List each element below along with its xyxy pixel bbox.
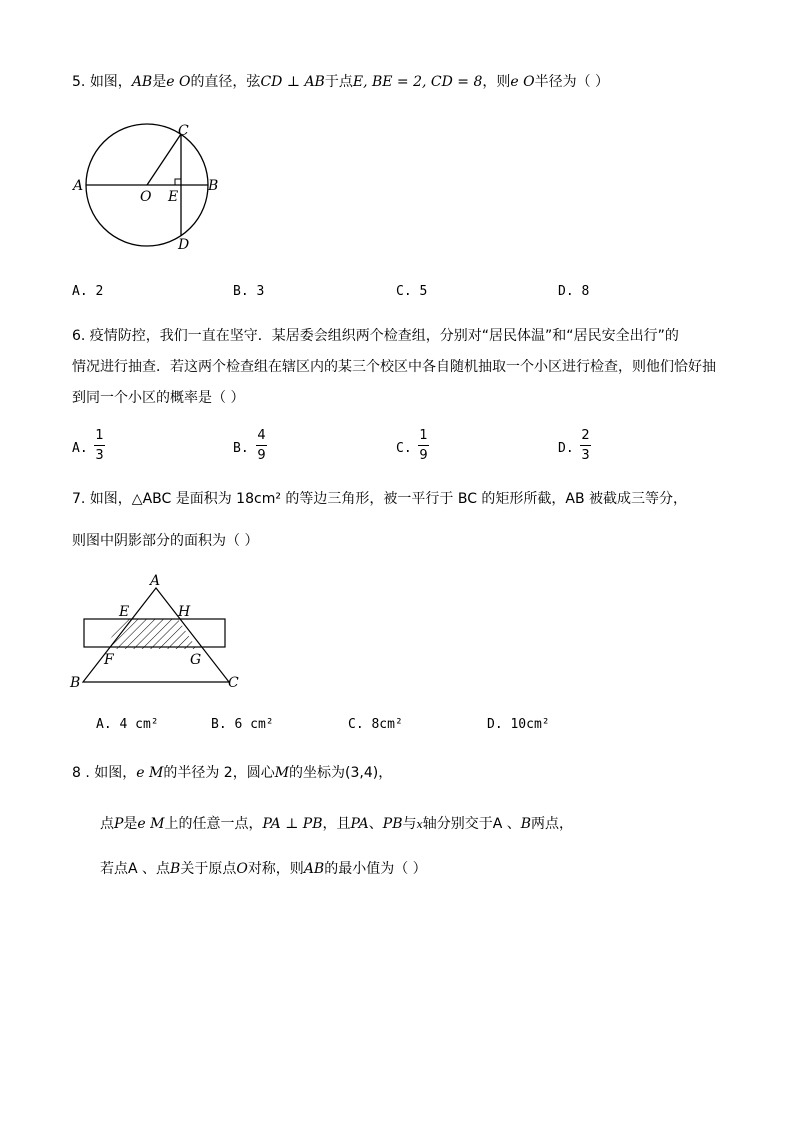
q8-text: 的最小值为（ ）: [324, 861, 427, 877]
q8-circle-m: e M: [137, 816, 165, 832]
q8-text: 两点，: [531, 816, 574, 832]
q7-option-d[interactable]: D. 10cm²: [487, 717, 550, 732]
label-b: B: [70, 675, 81, 691]
q8-p: P: [114, 816, 124, 832]
fraction-bar: [94, 445, 105, 446]
q6-stem-line-2: 情况进行抽查．若这两个检查组在辖区内的某三个校区中各自随机抽取一个小区进行检查，则他们恰好抽: [72, 359, 716, 375]
q5-option-d[interactable]: D. 8: [558, 284, 590, 299]
q6-option-d-letter[interactable]: D.: [558, 441, 574, 456]
q8-b: B: [520, 816, 532, 832]
fraction-bar: [256, 445, 267, 446]
q6-option-c-letter[interactable]: C.: [396, 441, 412, 456]
q8-o: O: [236, 861, 248, 877]
q5-circle-figure: [68, 120, 228, 260]
q5-text: 如图，: [89, 74, 132, 90]
q7-option-a[interactable]: A. 4 cm²: [96, 717, 159, 732]
q5-circle-o: e O: [166, 74, 191, 90]
denominator: 9: [257, 448, 266, 463]
q6-option-a-letter[interactable]: A.: [72, 441, 88, 456]
label-e: E: [119, 604, 130, 620]
q6-option-d-fraction: [580, 428, 591, 463]
denominator: 3: [95, 448, 104, 463]
q8-text: 关于原点: [180, 861, 237, 877]
q7-stem-line-1: 7. 如图，△ABC 是面积为 18cm² 的等边三角形，被一平行于 BC 的矩形所截，AB 被截成三等分，: [72, 491, 688, 507]
numerator: 1: [419, 428, 428, 443]
q8-text: 、: [368, 816, 383, 832]
denominator: 3: [581, 448, 590, 463]
q8-pa-perp-pb: PA ⊥ PB: [262, 816, 323, 832]
label-d: D: [178, 237, 190, 253]
fraction-bar: [580, 445, 591, 446]
q8-text: ，且: [322, 816, 351, 832]
label-c: C: [178, 123, 189, 139]
q8-text: 的坐标为: [289, 765, 346, 781]
q8-text: 与: [402, 816, 417, 832]
fraction-bar: [418, 445, 429, 446]
q8-text: ，: [378, 765, 393, 781]
q8-x: x: [416, 818, 423, 831]
label-g: G: [190, 652, 202, 668]
q6-stem-line-3: 到同一个小区的概率是（ ）: [72, 390, 245, 406]
label-f: F: [104, 652, 114, 668]
q8-text: 8 . 如图，: [72, 765, 137, 781]
q5-stem: [72, 73, 609, 91]
q5-text: 半径为（ ）: [534, 74, 610, 90]
q5-ab: AB: [131, 74, 153, 90]
numerator: 1: [95, 428, 104, 443]
radius-oc: [147, 134, 181, 185]
q5-circle-o: e O: [510, 74, 535, 90]
label-a: A: [73, 178, 84, 194]
q5-text: 于点: [324, 74, 353, 90]
label-e: E: [168, 189, 179, 205]
q8-text: 轴分别交于A 、: [422, 816, 521, 832]
q8-stem-line-2: [100, 815, 573, 834]
q8-ab: AB: [303, 861, 325, 877]
q8-coordinate: (3,4): [345, 765, 379, 781]
label-c: C: [228, 675, 239, 691]
q5-cd-perp-ab: CD ⊥ AB: [260, 74, 325, 90]
q8-stem-line-3: [100, 860, 427, 878]
q7-stem-line-2: 则图中阴影部分的面积为（ ）: [72, 533, 259, 549]
q5-conditions: E, BE = 2, CD = 8: [352, 74, 483, 90]
numerator: 4: [257, 428, 266, 443]
q8-m: M: [274, 765, 290, 781]
q6-stem-line-1: 6. 疫情防控，我们一直在坚守．某居委会组织两个检查组，分别对“居民体温”和“居民安全出行”的: [72, 328, 679, 344]
q7-triangle-figure: [66, 572, 256, 692]
q8-stem-line-1: [72, 764, 392, 782]
q5-number: 5.: [72, 74, 86, 90]
q8-text: 对称，则: [247, 861, 304, 877]
q5-option-a[interactable]: A. 2: [72, 284, 104, 299]
numerator: 2: [581, 428, 590, 443]
q5-text: 的直径，弦: [190, 74, 261, 90]
q8-text: 若点A 、点: [100, 861, 171, 877]
label-b: B: [208, 178, 219, 194]
q5-option-b[interactable]: B. 3: [233, 284, 265, 299]
label-a: A: [150, 573, 161, 589]
q8-text: 上的任意一点，: [164, 816, 263, 832]
q8-pa: PA: [350, 816, 369, 832]
q7-option-c[interactable]: C. 8cm²: [348, 717, 403, 732]
q8-text: 是: [123, 816, 138, 832]
right-angle-mark: [175, 179, 181, 185]
q8-circle-m: e M: [136, 765, 164, 781]
q8-text: 的半径为 2，圆心: [163, 765, 275, 781]
q5-option-c[interactable]: C. 5: [396, 284, 428, 299]
q8-pb: PB: [382, 816, 403, 832]
q6-option-b-letter[interactable]: B.: [233, 441, 249, 456]
label-h: H: [178, 604, 191, 620]
label-o: O: [140, 189, 152, 205]
q7-option-b[interactable]: B. 6 cm²: [211, 717, 274, 732]
q6-option-a-fraction: [94, 428, 105, 463]
q8-b: B: [170, 861, 181, 877]
q5-text: 是: [152, 74, 167, 90]
q6-option-c-fraction: [418, 428, 429, 463]
denominator: 9: [419, 448, 428, 463]
q6-option-b-fraction: [256, 428, 267, 463]
q5-text: ，则: [482, 74, 511, 90]
q8-text: 点: [100, 816, 114, 832]
